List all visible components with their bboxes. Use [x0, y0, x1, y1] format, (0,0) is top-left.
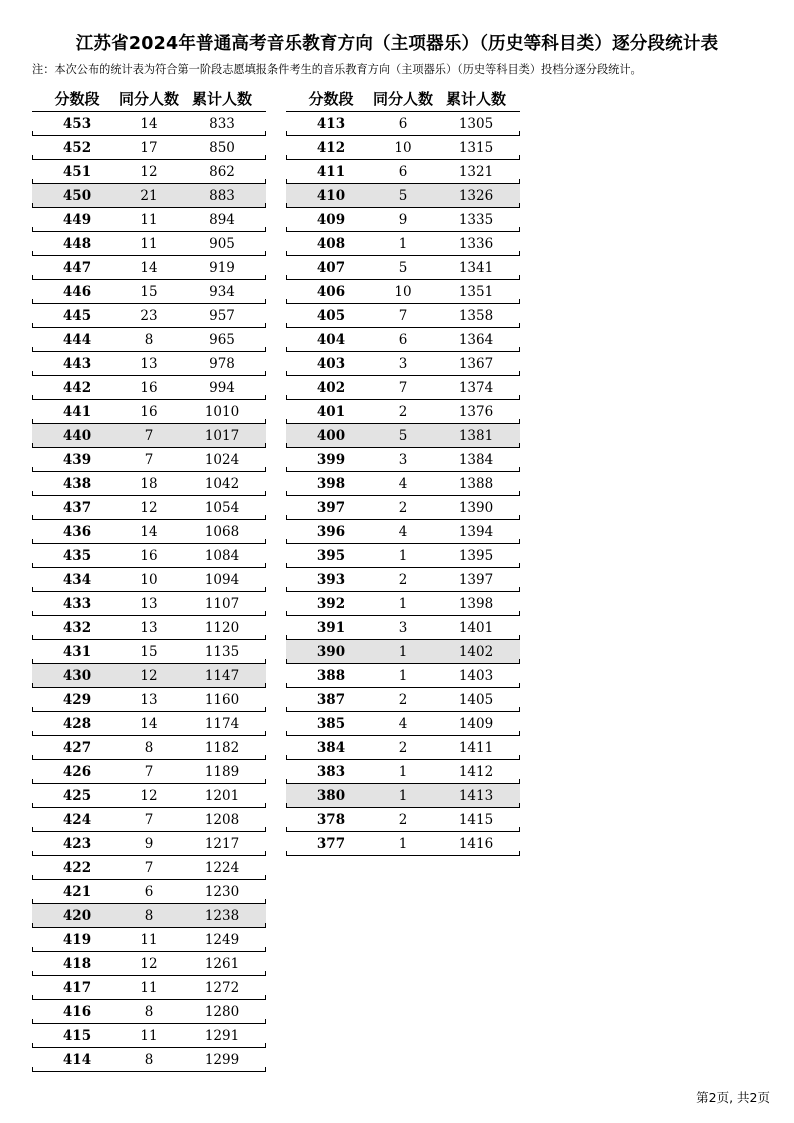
table-row: [32, 112, 266, 136]
cell-score: 393: [316, 572, 346, 588]
header-score: 分数段: [54, 90, 100, 108]
cell-cumulative: 1084: [204, 548, 240, 564]
cell-same-count: 1: [398, 548, 408, 564]
table-row: [32, 520, 266, 544]
cell-same-count: 11: [140, 932, 158, 948]
table-row: [286, 496, 520, 520]
cell-score: 415: [62, 1028, 92, 1044]
cell-same-count: 6: [144, 884, 154, 900]
cell-cumulative: 1024: [204, 452, 240, 468]
cell-same-count: 3: [398, 356, 408, 372]
cell-score: 453: [62, 116, 92, 132]
cell-cumulative: 883: [209, 188, 235, 204]
score-table-right: [286, 86, 520, 856]
cell-same-count: 5: [398, 428, 408, 444]
table-row: [286, 712, 520, 736]
cell-same-count: 16: [140, 548, 158, 564]
cell-same-count: 15: [140, 284, 158, 300]
cell-cumulative: 1388: [458, 476, 494, 492]
cell-score: 450: [62, 188, 92, 204]
cell-same-count: 4: [398, 716, 408, 732]
cell-same-count: 12: [140, 164, 158, 180]
cell-cumulative: 905: [209, 236, 235, 252]
cell-same-count: 8: [144, 332, 154, 348]
table-row: [286, 256, 520, 280]
cell-cumulative: 1208: [204, 812, 240, 828]
cell-score: 402: [316, 380, 346, 396]
cell-same-count: 11: [140, 212, 158, 228]
cell-score: 440: [62, 428, 92, 444]
table-row: [286, 112, 520, 136]
table-row: [32, 472, 266, 496]
cell-same-count: 9: [398, 212, 408, 228]
table-row: [32, 760, 266, 784]
cell-same-count: 2: [398, 692, 408, 708]
cell-cumulative: 1376: [458, 404, 494, 420]
page-footer: 第2页, 共2页: [696, 1090, 770, 1105]
table-row: [286, 208, 520, 232]
cell-cumulative: 1230: [204, 884, 240, 900]
cell-cumulative: 1094: [204, 572, 240, 588]
cell-score: 451: [62, 164, 92, 180]
table-row: [32, 232, 266, 256]
cell-same-count: 13: [140, 692, 158, 708]
cell-score: 397: [316, 500, 346, 516]
cell-cumulative: 1413: [458, 788, 494, 804]
table-row: [32, 904, 266, 928]
cell-cumulative: 1107: [204, 596, 240, 612]
cell-same-count: 11: [140, 980, 158, 996]
cell-score: 410: [316, 188, 346, 204]
cell-cumulative: 1402: [458, 644, 494, 660]
table-row: [32, 568, 266, 592]
cell-same-count: 9: [144, 836, 154, 852]
table-row: [286, 616, 520, 640]
cell-score: 391: [316, 620, 346, 636]
cell-cumulative: 1120: [204, 620, 240, 636]
cell-score: 401: [316, 404, 346, 420]
cell-score: 399: [316, 452, 346, 468]
cell-same-count: 15: [140, 644, 158, 660]
cell-cumulative: 1351: [458, 284, 494, 300]
cell-score: 404: [316, 332, 346, 348]
cell-same-count: 23: [140, 308, 158, 324]
cell-cumulative: 1042: [204, 476, 240, 492]
cell-cumulative: 957: [209, 308, 235, 324]
cell-cumulative: 1384: [458, 452, 494, 468]
cell-score: 446: [62, 284, 92, 300]
cell-same-count: 6: [398, 164, 408, 180]
cell-same-count: 7: [144, 764, 154, 780]
cell-same-count: 1: [398, 596, 408, 612]
table-row: [32, 712, 266, 736]
cell-score: 438: [62, 476, 92, 492]
cell-score: 425: [62, 788, 92, 804]
cell-score: 418: [62, 956, 92, 972]
cell-score: 416: [62, 1004, 92, 1020]
cell-cumulative: 1367: [458, 356, 494, 372]
cell-score: 445: [62, 308, 92, 324]
table-rows: [286, 112, 520, 856]
cell-score: 434: [62, 572, 92, 588]
cell-score: 395: [316, 548, 346, 564]
cell-score: 378: [316, 812, 346, 828]
cell-score: 424: [62, 812, 92, 828]
cell-cumulative: 833: [209, 116, 235, 132]
cell-cumulative: 1409: [458, 716, 494, 732]
page-title: 江苏省2024年普通高考音乐教育方向（主项器乐）（历史等科目类）逐分段统计表: [75, 34, 719, 54]
cell-cumulative: 1054: [204, 500, 240, 516]
cell-cumulative: 1299: [204, 1052, 240, 1068]
table-row: [32, 400, 266, 424]
cell-same-count: 1: [398, 788, 408, 804]
cell-cumulative: 1412: [458, 764, 494, 780]
table-row: [286, 160, 520, 184]
cell-score: 408: [316, 236, 346, 252]
cell-cumulative: 1405: [458, 692, 494, 708]
cell-score: 428: [62, 716, 92, 732]
cell-same-count: 7: [398, 380, 408, 396]
table-row: [32, 1000, 266, 1024]
cell-same-count: 7: [144, 860, 154, 876]
cell-cumulative: 1238: [204, 908, 240, 924]
table-row: [32, 976, 266, 1000]
cell-score: 407: [316, 260, 346, 276]
cell-score: 398: [316, 476, 346, 492]
cell-score: 385: [316, 716, 346, 732]
table-row: [286, 736, 520, 760]
cell-cumulative: 1398: [458, 596, 494, 612]
cell-score: 403: [316, 356, 346, 372]
table-row: [32, 208, 266, 232]
cell-cumulative: 1358: [458, 308, 494, 324]
cell-cumulative: 1017: [204, 428, 240, 444]
cell-score: 414: [62, 1052, 92, 1068]
table-row: [286, 328, 520, 352]
table-row: [32, 160, 266, 184]
cell-score: 436: [62, 524, 92, 540]
table-row: [286, 544, 520, 568]
cell-score: 447: [62, 260, 92, 276]
cell-same-count: 11: [140, 1028, 158, 1044]
cell-same-count: 11: [140, 236, 158, 252]
table-row: [32, 136, 266, 160]
table-header: [286, 86, 520, 112]
cell-score: 396: [316, 524, 346, 540]
cell-cumulative: 1341: [458, 260, 494, 276]
cell-same-count: 8: [144, 740, 154, 756]
table-row: [32, 424, 266, 448]
cell-score: 442: [62, 380, 92, 396]
table-row: [32, 856, 266, 880]
cell-score: 444: [62, 332, 92, 348]
cell-score: 377: [316, 836, 346, 852]
cell-score: 421: [62, 884, 92, 900]
cell-same-count: 7: [398, 308, 408, 324]
table-row: [286, 808, 520, 832]
cell-cumulative: 965: [209, 332, 235, 348]
cell-cumulative: 1068: [204, 524, 240, 540]
cell-score: 417: [62, 980, 92, 996]
score-table-left: [32, 86, 266, 1072]
table-note: 注：本次公布的统计表为符合第一阶段志愿填报条件考生的音乐教育方向（主项器乐）（历史等科目类）投档分逐分段统计。: [32, 63, 642, 76]
cell-score: 387: [316, 692, 346, 708]
cell-same-count: 12: [140, 788, 158, 804]
table-row: [286, 352, 520, 376]
table-row: [32, 808, 266, 832]
cell-cumulative: 1272: [204, 980, 240, 996]
cell-cumulative: 1280: [204, 1004, 240, 1020]
cell-same-count: 6: [398, 332, 408, 348]
cell-cumulative: 1364: [458, 332, 494, 348]
cell-cumulative: 1403: [458, 668, 494, 684]
cell-score: 406: [316, 284, 346, 300]
table-row: [32, 880, 266, 904]
table-row: [286, 376, 520, 400]
cell-same-count: 1: [398, 644, 408, 660]
cell-score: 441: [62, 404, 92, 420]
cell-cumulative: 1416: [458, 836, 494, 852]
cell-same-count: 14: [140, 260, 158, 276]
cell-cumulative: 1390: [458, 500, 494, 516]
cell-same-count: 10: [140, 572, 158, 588]
cell-cumulative: 1411: [458, 740, 494, 756]
cell-same-count: 16: [140, 404, 158, 420]
cell-same-count: 12: [140, 668, 158, 684]
cell-cumulative: 1326: [458, 188, 494, 204]
table-row: [32, 184, 266, 208]
cell-cumulative: 994: [209, 380, 235, 396]
cell-cumulative: 1189: [204, 764, 240, 780]
cell-cumulative: 919: [209, 260, 235, 276]
cell-cumulative: 1249: [204, 932, 240, 948]
cell-cumulative: 1160: [204, 692, 240, 708]
cell-cumulative: 1415: [458, 812, 494, 828]
cell-cumulative: 894: [209, 212, 235, 228]
cell-same-count: 8: [144, 1004, 154, 1020]
cell-score: 449: [62, 212, 92, 228]
cell-score: 388: [316, 668, 346, 684]
cell-same-count: 21: [140, 188, 158, 204]
cell-same-count: 7: [144, 452, 154, 468]
cell-score: 392: [316, 596, 346, 612]
cell-score: 435: [62, 548, 92, 564]
table-rows: [32, 112, 266, 1072]
table-row: [286, 304, 520, 328]
cell-cumulative: 1381: [458, 428, 494, 444]
cell-score: 437: [62, 500, 92, 516]
table-row: [286, 184, 520, 208]
cell-score: 429: [62, 692, 92, 708]
cell-score: 380: [316, 788, 346, 804]
cell-same-count: 2: [398, 572, 408, 588]
cell-cumulative: 1336: [458, 236, 494, 252]
table-row: [32, 592, 266, 616]
table-row: [286, 400, 520, 424]
cell-same-count: 3: [398, 620, 408, 636]
header-score: 分数段: [308, 90, 354, 108]
cell-cumulative: 1394: [458, 524, 494, 540]
table-row: [32, 352, 266, 376]
table-row: [32, 832, 266, 856]
cell-same-count: 13: [140, 620, 158, 636]
header-cumulative: 累计人数: [191, 90, 253, 108]
cell-score: 431: [62, 644, 92, 660]
cell-cumulative: 850: [209, 140, 235, 156]
cell-same-count: 1: [398, 668, 408, 684]
cell-same-count: 18: [140, 476, 158, 492]
cell-same-count: 5: [398, 188, 408, 204]
table-row: [286, 280, 520, 304]
cell-score: 400: [316, 428, 346, 444]
cell-score: 383: [316, 764, 346, 780]
cell-score: 427: [62, 740, 92, 756]
table-row: [286, 760, 520, 784]
cell-cumulative: 1261: [204, 956, 240, 972]
cell-cumulative: 1010: [204, 404, 240, 420]
cell-same-count: 8: [144, 1052, 154, 1068]
cell-cumulative: 934: [209, 284, 235, 300]
table-row: [286, 568, 520, 592]
cell-cumulative: 862: [209, 164, 235, 180]
table-row: [32, 688, 266, 712]
table-row: [32, 376, 266, 400]
cell-same-count: 2: [398, 404, 408, 420]
cell-same-count: 13: [140, 356, 158, 372]
cell-same-count: 3: [398, 452, 408, 468]
cell-score: 452: [62, 140, 92, 156]
cell-cumulative: 1291: [204, 1028, 240, 1044]
table-row: [32, 736, 266, 760]
cell-same-count: 14: [140, 116, 158, 132]
cell-score: 413: [316, 116, 346, 132]
cell-same-count: 7: [144, 428, 154, 444]
cell-score: 423: [62, 836, 92, 852]
table-row: [32, 1048, 266, 1072]
cell-same-count: 16: [140, 380, 158, 396]
table-row: [286, 424, 520, 448]
cell-same-count: 17: [140, 140, 158, 156]
cell-same-count: 14: [140, 716, 158, 732]
cell-same-count: 1: [398, 236, 408, 252]
cell-same-count: 2: [398, 740, 408, 756]
table-row: [32, 1024, 266, 1048]
cell-cumulative: 1395: [458, 548, 494, 564]
cell-cumulative: 1397: [458, 572, 494, 588]
table-row: [286, 136, 520, 160]
header-same-count: 同分人数: [372, 90, 434, 108]
table-row: [32, 640, 266, 664]
cell-same-count: 1: [398, 764, 408, 780]
cell-score: 411: [316, 164, 346, 180]
cell-cumulative: 978: [209, 356, 235, 372]
cell-score: 448: [62, 236, 92, 252]
cell-same-count: 8: [144, 908, 154, 924]
cell-cumulative: 1374: [458, 380, 494, 396]
table-row: [286, 592, 520, 616]
cell-score: 432: [62, 620, 92, 636]
cell-same-count: 6: [398, 116, 408, 132]
cell-cumulative: 1147: [204, 668, 240, 684]
cell-score: 384: [316, 740, 346, 756]
cell-score: 439: [62, 452, 92, 468]
cell-same-count: 12: [140, 500, 158, 516]
cell-score: 409: [316, 212, 346, 228]
cell-score: 422: [62, 860, 92, 876]
cell-same-count: 13: [140, 596, 158, 612]
table-row: [32, 256, 266, 280]
cell-cumulative: 1174: [204, 716, 240, 732]
cell-score: 405: [316, 308, 346, 324]
cell-score: 420: [62, 908, 92, 924]
table-row: [32, 544, 266, 568]
cell-same-count: 4: [398, 524, 408, 540]
table-row: [32, 280, 266, 304]
cell-cumulative: 1182: [204, 740, 240, 756]
cell-score: 430: [62, 668, 92, 684]
header-cumulative: 累计人数: [445, 90, 507, 108]
table-row: [286, 448, 520, 472]
cell-same-count: 4: [398, 476, 408, 492]
table-row: [286, 832, 520, 856]
cell-cumulative: 1224: [204, 860, 240, 876]
cell-cumulative: 1135: [204, 644, 240, 660]
table-row: [286, 664, 520, 688]
header-same-count: 同分人数: [118, 90, 180, 108]
cell-cumulative: 1201: [204, 788, 240, 804]
cell-same-count: 10: [394, 284, 412, 300]
table-row: [32, 784, 266, 808]
cell-same-count: 2: [398, 500, 408, 516]
cell-score: 419: [62, 932, 92, 948]
table-row: [286, 472, 520, 496]
table-row: [32, 448, 266, 472]
table-row: [286, 640, 520, 664]
cell-cumulative: 1401: [458, 620, 494, 636]
cell-cumulative: 1335: [458, 212, 494, 228]
table-row: [286, 232, 520, 256]
cell-same-count: 7: [144, 812, 154, 828]
cell-score: 433: [62, 596, 92, 612]
cell-same-count: 1: [398, 836, 408, 852]
cell-same-count: 2: [398, 812, 408, 828]
cell-same-count: 12: [140, 956, 158, 972]
table-row: [286, 688, 520, 712]
table-row: [32, 304, 266, 328]
cell-score: 426: [62, 764, 92, 780]
table-row: [32, 328, 266, 352]
cell-score: 412: [316, 140, 346, 156]
cell-score: 443: [62, 356, 92, 372]
cell-cumulative: 1217: [204, 836, 240, 852]
table-header: [32, 86, 266, 112]
table-row: [32, 928, 266, 952]
cell-cumulative: 1321: [458, 164, 494, 180]
cell-same-count: 5: [398, 260, 408, 276]
table-row: [286, 784, 520, 808]
cell-cumulative: 1305: [458, 116, 494, 132]
table-row: [32, 616, 266, 640]
cell-cumulative: 1315: [458, 140, 494, 156]
table-row: [32, 664, 266, 688]
cell-score: 390: [316, 644, 346, 660]
table-row: [286, 520, 520, 544]
table-row: [32, 952, 266, 976]
cell-same-count: 10: [394, 140, 412, 156]
table-row: [32, 496, 266, 520]
cell-same-count: 14: [140, 524, 158, 540]
